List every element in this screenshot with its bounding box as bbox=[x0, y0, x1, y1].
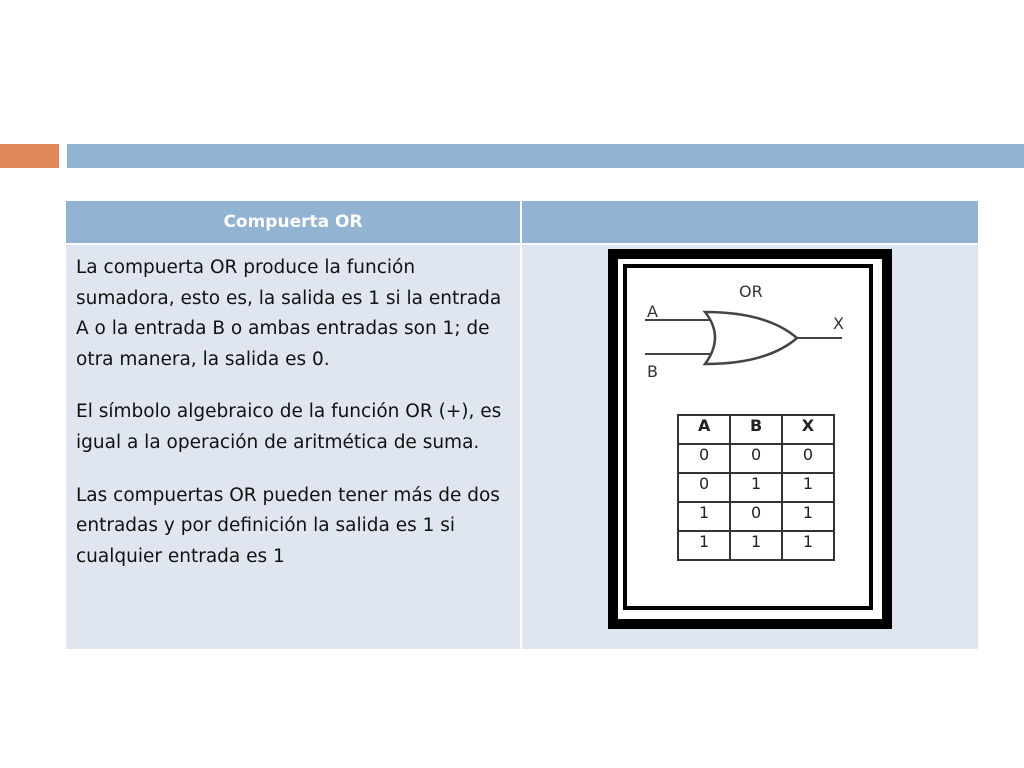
truth-table-cell: 1 bbox=[678, 531, 730, 560]
paragraph-inputs: Las compuertas OR pueden tener más de dos entradas y por definición la salida es 1 si cualquier entrada es 1 bbox=[76, 484, 500, 567]
truth-table-header-a: A bbox=[678, 415, 730, 444]
truth-table-cell: 0 bbox=[678, 473, 730, 502]
table-header-empty bbox=[521, 200, 979, 244]
accent-bar bbox=[0, 144, 59, 168]
output-label: X bbox=[833, 314, 844, 333]
truth-table-header-b: B bbox=[730, 415, 782, 444]
truth-table-cell: 1 bbox=[782, 531, 834, 560]
paragraph-symbol: El símbolo algebraico de la función OR (+), es igual a la operación de aritmética de suma. bbox=[76, 401, 502, 453]
truth-table-cell: 0 bbox=[678, 444, 730, 473]
truth-table-cell: 0 bbox=[782, 444, 834, 473]
figure-frame bbox=[608, 249, 892, 629]
table-header-title: Compuerta OR bbox=[65, 200, 521, 244]
truth-table-cell: 1 bbox=[730, 531, 782, 560]
truth-table-cell: 1 bbox=[782, 502, 834, 531]
truth-table-header-x: X bbox=[782, 415, 834, 444]
truth-table-cell: 0 bbox=[730, 502, 782, 531]
description-cell bbox=[65, 244, 521, 650]
truth-table-row bbox=[678, 531, 834, 560]
input-a-label: A bbox=[647, 302, 658, 321]
truth-table-cell: 0 bbox=[730, 444, 782, 473]
table-header-row bbox=[65, 200, 979, 244]
content-table bbox=[64, 199, 980, 651]
truth-table-cell: 1 bbox=[678, 502, 730, 531]
figure-image bbox=[627, 268, 869, 606]
title-bar bbox=[67, 144, 1024, 168]
truth-table-row bbox=[678, 473, 834, 502]
figure-cell bbox=[521, 244, 979, 650]
gate-label: OR bbox=[739, 282, 763, 301]
paragraph-definition: La compuerta OR produce la función sumadora, esto es, la salida es 1 si la entrada A o la entrada B o ambas entradas son 1; de otra manera, la salida es 0. bbox=[76, 257, 502, 370]
input-b-label: B bbox=[647, 362, 658, 381]
truth-table-cell: 1 bbox=[782, 473, 834, 502]
truth-table-header bbox=[678, 415, 834, 444]
truth-table bbox=[677, 414, 835, 561]
truth-table-row bbox=[678, 502, 834, 531]
table-body-row bbox=[65, 244, 979, 650]
truth-table-row bbox=[678, 444, 834, 473]
truth-table-cell: 1 bbox=[730, 473, 782, 502]
